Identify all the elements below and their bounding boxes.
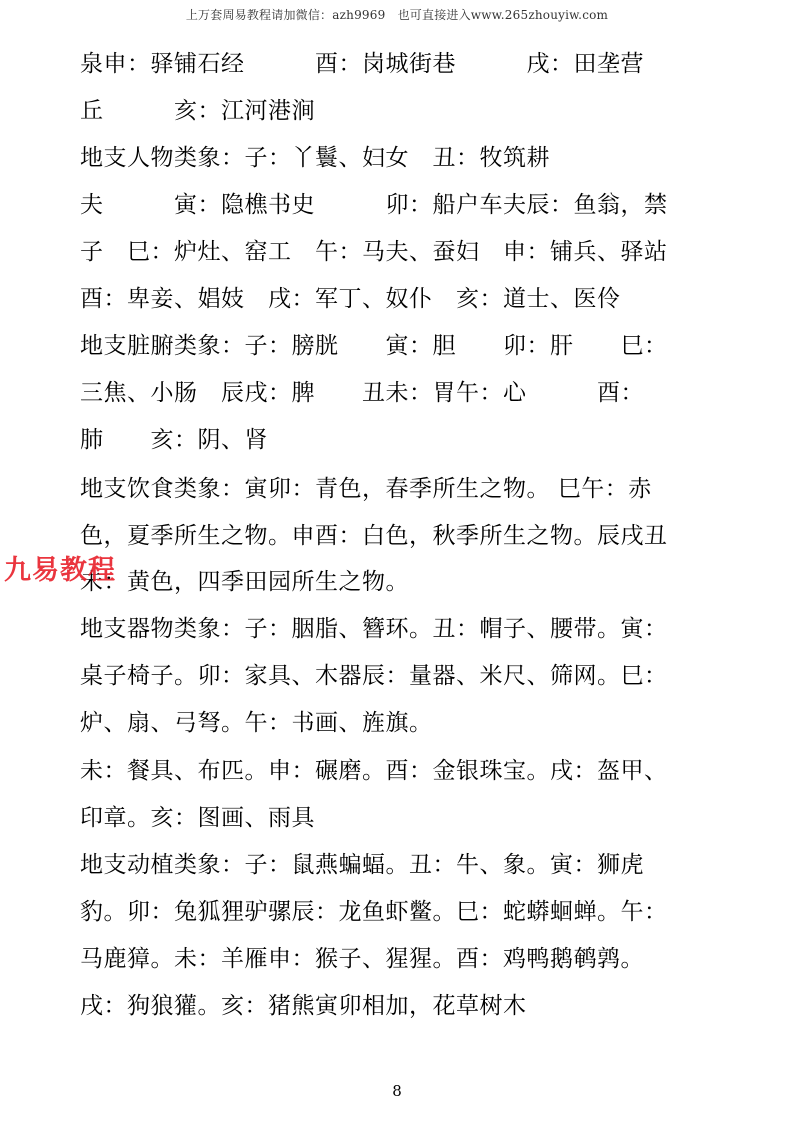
text-line: 未：餐具、布匹。申：碾磨。酉：金银珠宝。戌：盔甲、 [80, 758, 668, 784]
text-line: 肺 亥：阴、肾 [80, 427, 268, 453]
text-line: 地支器物类象：子：胭脂、簪环。丑：帽子、腰带。寅： [80, 616, 668, 642]
text-line: 夫 寅：隐樵书史 卯：船户车夫辰：鱼翁，禁 [80, 192, 668, 218]
text-line: 印章。亥：图画、雨具 [80, 805, 315, 831]
text-line: 丘 亥：江河港涧 [80, 98, 315, 124]
text-line: 地支脏腑类象：子：膀胱 寅：胆 卯：肝 巳： [80, 333, 668, 359]
page-number: 8 [392, 1082, 402, 1100]
text-line: 泉申：驿铺石经 酉：岗城街巷 戌：田垄营 [80, 51, 644, 77]
text-line: 马鹿獐。未：羊雁申：猴子、猩猩。酉：鸡鸭鹅鹌鹑。 [80, 946, 644, 972]
page-header: 上万套周易教程请加微信：azh9969 也可直接进入www.265zhouyiw.com [185, 8, 609, 22]
text-line: 子 巳：炉灶、窑工 午：马夫、蚕妇 申：铺兵、驿站 [80, 239, 668, 265]
text-line: 桌子椅子。卯：家具、木器辰：量器、米尺、筛网。巳： [80, 663, 668, 689]
text-line: 酉：卑妾、娼妓 戌：军丁、奴仆 亥：道士、医伶 [80, 286, 621, 312]
text-line: 地支饮食类象：寅卯：青色，春季所生之物。 巳午：赤 [80, 476, 652, 502]
text-line: 地支人物类象：子：丫鬟、妇女 丑：牧筑耕 [80, 145, 550, 171]
text-line: 色，夏季所生之物。申酉：白色，秋季所生之物。辰戌丑 [80, 523, 668, 549]
text-line: 炉、扇、弓弩。午：书画、旌旗。 [80, 710, 433, 736]
text-line: 戌：狗狼獾。亥：猪熊寅卯相加，花草树木 [80, 993, 527, 1019]
text-line: 豹。卯：兔狐狸驴骡辰：龙鱼虾鳖。巳：蛇蟒蛔蝉。午： [80, 899, 668, 925]
watermark-logo: 九易教程 [4, 555, 116, 586]
text-line: 三焦、小肠 辰戌：脾 丑未：胃午：心 酉： [80, 380, 644, 406]
text-line: 地支动植类象：子：鼠燕蝙蝠。丑：牛、象。寅：狮虎 [80, 852, 644, 878]
text-line: 未：黄色，四季田园所生之物。 [80, 569, 409, 595]
